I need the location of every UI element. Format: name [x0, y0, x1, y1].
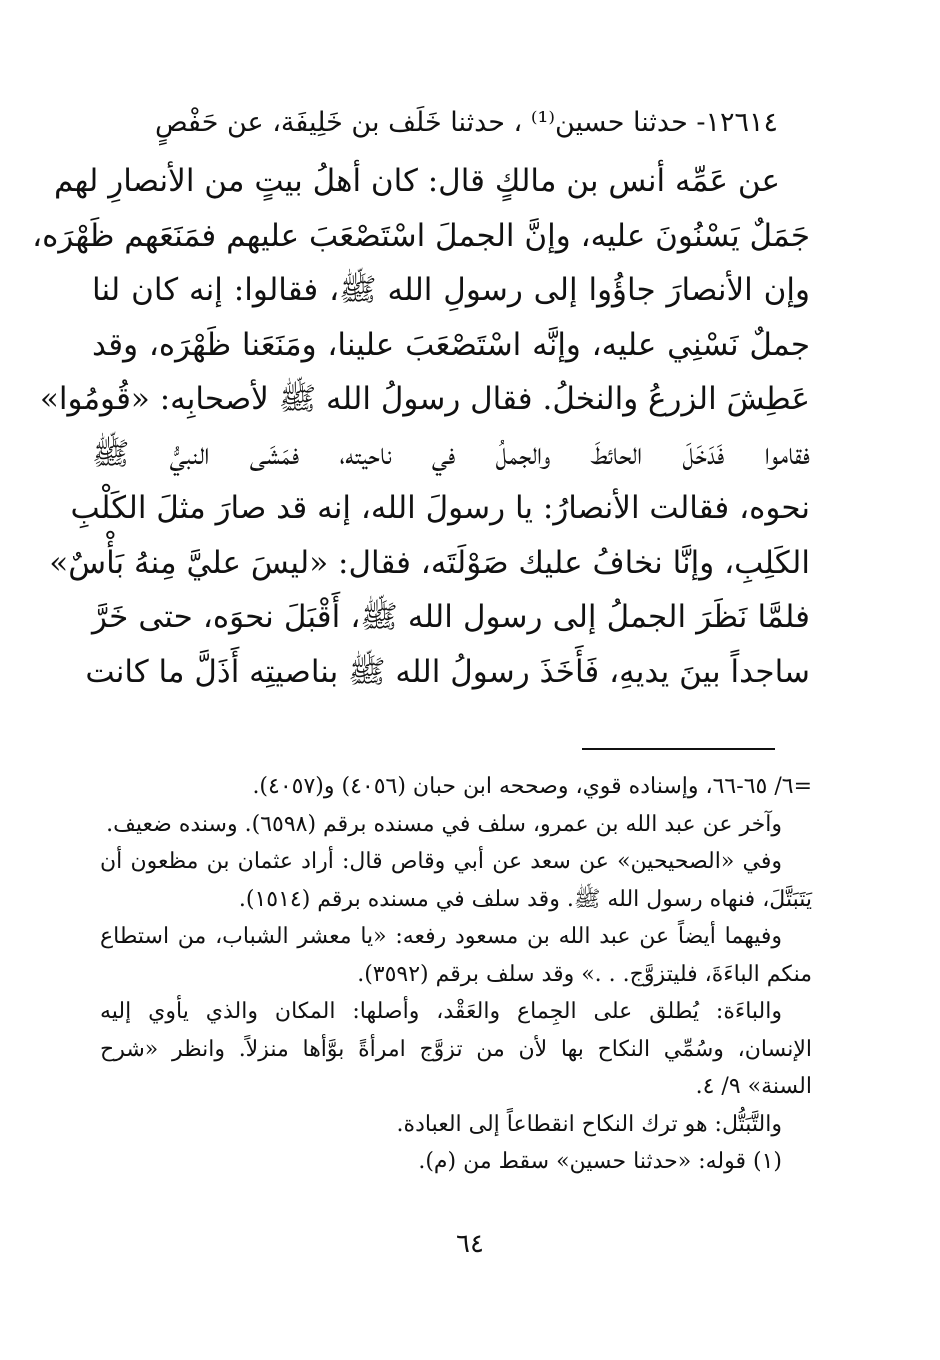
- main-text-line: فلمَّا نَظَرَ الجملُ إلى رسول الله ﷺ، أَقْبَلَ نحوَه، حتى خَرَّ: [92, 599, 810, 635]
- footnote-line: (١) قوله: «حدثنا حسين» سقط من (م).: [418, 1149, 782, 1174]
- main-text-line: جملٌ نَسْنِي عليه، وإنَّه اسْتَصْعَبَ علينا، ومَنَعَنا ظَهْرَه، وقد: [92, 326, 810, 363]
- footnote-line: يَتَبَتَّلَ، فنهاه رسول الله ﷺ. وقد سلف في مسنده برقم (١٥١٤).: [238, 886, 812, 912]
- main-text-line: نحوه، فقالت الأنصارُ: يا رسولَ الله، إنه قد صارَ مثلَ الكَلْبِ: [70, 490, 810, 526]
- main-text: [32, 100, 810, 699]
- main-text-line: الكَلِبِ، وإنَّا نخافُ عليك صَوْلَتَه، فقال: «ليسَ عليَّ مِنهُ بَأْسٌ»: [49, 544, 810, 581]
- main-text-line: عن عَمِّه أنس بن مالكٍ قال: كان أهلُ بيتٍ من الأنصارِ لهم: [54, 163, 780, 199]
- main-text-line: جَمَلٌ يَسْنُونَ عليه، وإنَّ الجملَ اسْتَصْعَبَ عليهم فمَنَعَهم ظَهْرَه،: [32, 217, 810, 254]
- footnote-line: الإنسان، وسُمِّي النكاح بها لأن من تزوَّج امرأةً بوَّأها منزلاً. وانظر «شرح: [100, 1036, 812, 1062]
- footnote-line: وفي «الصحيحين» عن سعد عن أبي وقاص قال: أراد عثمان بن مظعون أن: [100, 849, 782, 874]
- hadith-heading-line: ١٢٦١٤- حدثنا حسين⁽¹⁾ ، حدثنا خَلَف بن خَلِيفَة، عن حَفْصٍ: [154, 107, 778, 138]
- footnote-line: والباءَة: يُطلق على الجِماع والعَقْد، وأصلها: المكان والذي يأوي إليه: [100, 999, 782, 1024]
- main-text-line: وإن الأنصارَ جاؤُوا إلى رسولِ الله ﷺ، فقالوا: إنه كان لنا: [92, 272, 810, 308]
- footnote-line: وآخر عن عبد الله بن عمرو، سلف في مسنده برقم (٦٥٩٨). وسنده ضعيف.: [106, 811, 782, 837]
- footnotes: [100, 768, 812, 1181]
- main-text-line: فقاموا فَدَخَلَ الحائطَ والجملُ في ناحيته، فمَشَى النبيُّ ﷺ: [92, 435, 810, 472]
- main-text-line: عَطِشَ الزرعُ والنخلُ. فقال رسولُ الله ﷺ لأصحابِه: «قُومُوا»: [39, 381, 810, 417]
- footnote-line: منكم الباءَةَ، فليتزوَّج. . .» وقد سلف برقم (٣٥٩٢).: [357, 961, 812, 987]
- footnote-line: والتَّبَتُّل: هو ترك النكاح انقطاعاً إلى العبادة.: [396, 1111, 782, 1137]
- main-text-line: ساجداً بينَ يديهِ، فَأَخَذَ رسولُ الله ﷺ بناصيتِه أَذَلَّ ما كانت: [85, 653, 810, 690]
- footnote-separator: [582, 748, 775, 750]
- footnote-line: =٦/ ٦٥-٦٦، وإسناده قوي، وصححه ابن حبان (٤٠٥٦) و(٤٠٥٧).: [252, 774, 812, 799]
- footnote-line: وفيهما أيضاً عن عبد الله بن مسعود رفعه: «يا معشر الشباب، من استطاع: [100, 924, 782, 949]
- footnote-line: السنة» ٩/ ٤.: [695, 1074, 812, 1099]
- page-number: ٦٤: [456, 1229, 484, 1259]
